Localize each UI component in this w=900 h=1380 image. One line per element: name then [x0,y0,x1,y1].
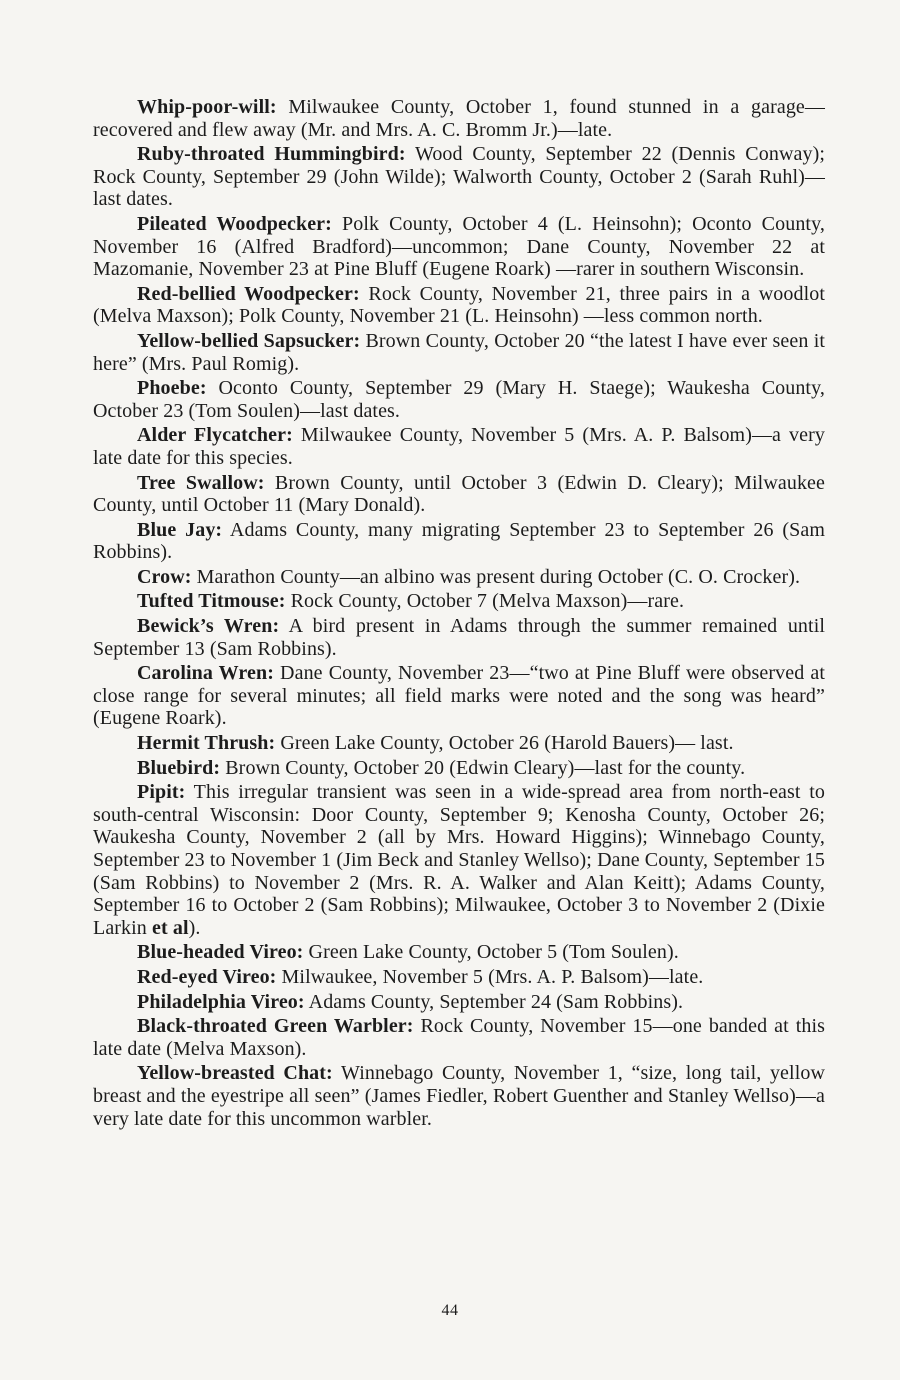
entry-philadelphia-vireo [93,991,825,1014]
species-note: Brown County, October 20 “the latest I have ever seen it here” (Mrs. Paul Romig). [93,329,826,375]
species-note: Adams County, many migrating September 23 to September 26 (Sam Robbins). [93,518,825,564]
species-note: Brown County, until October 3 (Edwin D. Cleary); Milwaukee County, until October 11 (Mary Donald). [93,471,826,517]
entry-yellow-bellied-sapsucker [93,330,825,375]
entry-whip-poor-will [93,96,825,141]
species-note: Wood County, September 22 (Dennis Conway); Rock County, September 29 (John Wilde); Walworth County, October 2 (Sarah Ruhl)—last dates. [93,143,825,211]
species-note: Winnebago County, November 1, “size, long tail, yellow breast and the eyestripe all seen” (James Fiedler, Robert Guenther and Stanley Wellso)—a very late date for this uncommon warbler. [93,1062,825,1130]
species-name: Crow: [137,565,192,588]
species-name: Phoebe: [137,377,207,400]
species-name: Bewick’s Wren: [137,615,280,638]
species-name: Yellow-breasted Chat: [137,1062,333,1085]
entry-blue-jay [93,519,825,564]
entry-yellow-breasted-chat [93,1062,825,1130]
species-note: Oconto County, September 29 (Mary H. Staege); Waukesha County, October 23 (Tom Soulen)—last dates. [93,377,825,422]
species-note: Brown County, October 20 (Edwin Cleary)—last for the county. [220,756,746,779]
entry-hermit-thrush [93,732,825,755]
species-name: Alder Flycatcher: [137,424,293,447]
entry-pileated-woodpecker [93,213,825,281]
species-name: Red-eyed Vireo: [137,965,277,988]
species-note-tail: ). [188,916,201,939]
species-name: Whip-poor-will: [137,96,277,118]
entry-carolina-wren [93,662,825,730]
species-note: Green Lake County, October 5 (Tom Soulen). [303,941,679,964]
entry-phoebe [93,377,825,422]
species-name: Yellow-bellied Sapsucker: [137,329,361,352]
page-number: 44 [441,1302,459,1319]
species-note: Milwaukee County, October 1, found stunned in a garage—recovered and flew away (Mr. and Mrs. A. C. Bromm Jr.)—late. [93,96,825,141]
entry-black-throated-green-warbler [93,1015,825,1060]
entry-ruby-throated-hummingbird [93,143,825,211]
species-note: Green Lake County, October 26 (Harold Bauers)— last. [275,732,734,755]
entry-bewicks-wren [93,615,825,660]
species-list [93,96,825,1132]
species-note: Rock County, November 21, three pairs in a woodlot (Melva Maxson); Polk County, November 21 (L. Heinsohn) —less common north. [93,282,825,328]
species-name: Pipit: [137,781,186,804]
species-name: Blue-headed Vireo: [137,941,304,964]
species-note: Rock County, October 7 (Melva Maxson)—rare. [285,590,685,613]
species-note: This irregular transient was seen in a wide-spread area from north-east to south-central Wisconsin: Door County, September 9; Kenosha County, October 26; Waukesha County, November 2 (all by Mrs. Howard Higgins); Winnebago County, September 23 to November 1 (Jim Beck and Stanley Wellso); Dane County, September 15 (Sam Robbins) to November 2 (Mrs. R. A. Walker and Alan Keitt); Adams County, September 16 to October 2 (Sam Robbins); Milwaukee, October 3 to November 2 (Dixie Larkin [93,781,825,939]
species-note: A bird present in Adams through the summer remained until September 13 (Sam Robbins). [93,615,826,660]
species-name: Ruby-throated Hummingbird: [137,143,406,166]
species-name: Hermit Thrush: [137,732,276,755]
entry-crow [93,566,825,589]
species-note: Dane County, November 23—“two at Pine Bluff were observed at close range for several minutes; all field marks were noted and the song was heard” (Eugene Roark). [93,662,825,730]
species-name: Carolina Wren: [137,662,274,685]
entry-bluebird [93,757,825,780]
species-name: Philadelphia Vireo: [137,990,305,1013]
species-note: Adams County, September 24 (Sam Robbins). [304,990,684,1013]
entry-tufted-titmouse [93,590,825,613]
species-note: Milwaukee, November 5 (Mrs. A. P. Balsom)—late. [276,965,704,988]
species-note: Rock County, November 15—one banded at this late date (Melva Maxson). [93,1015,825,1060]
entry-red-bellied-woodpecker [93,283,825,328]
species-note: Marathon County—an albino was present during October (C. O. Crocker). [191,565,801,588]
entry-tree-swallow [93,472,825,517]
species-name: Tufted Titmouse: [137,590,286,613]
species-name: Pileated Woodpecker: [137,212,332,235]
entry-pipit [93,781,825,939]
species-name: Bluebird: [137,756,221,779]
species-name: Black-throated Green Warbler: [137,1015,414,1038]
entry-blue-headed-vireo [93,941,825,964]
species-note-emphasis: et al [152,916,189,939]
species-note: Polk County, October 4 (L. Heinsohn); Oconto County, November 16 (Alfred Bradford)—uncommon; Dane County, November 22 at Mazomanie, November 23 at Pine Bluff (Eugene Roark) —rarer in southern Wisconsin. [93,212,825,281]
species-name: Red-bellied Woodpecker: [137,282,360,305]
species-note: Milwaukee County, November 5 (Mrs. A. P. Balsom)—a very late date for this species. [93,424,825,469]
entry-alder-flycatcher [93,424,825,469]
species-name: Tree Swallow: [137,471,265,494]
species-name: Blue Jay: [137,518,223,541]
entry-red-eyed-vireo [93,966,825,989]
